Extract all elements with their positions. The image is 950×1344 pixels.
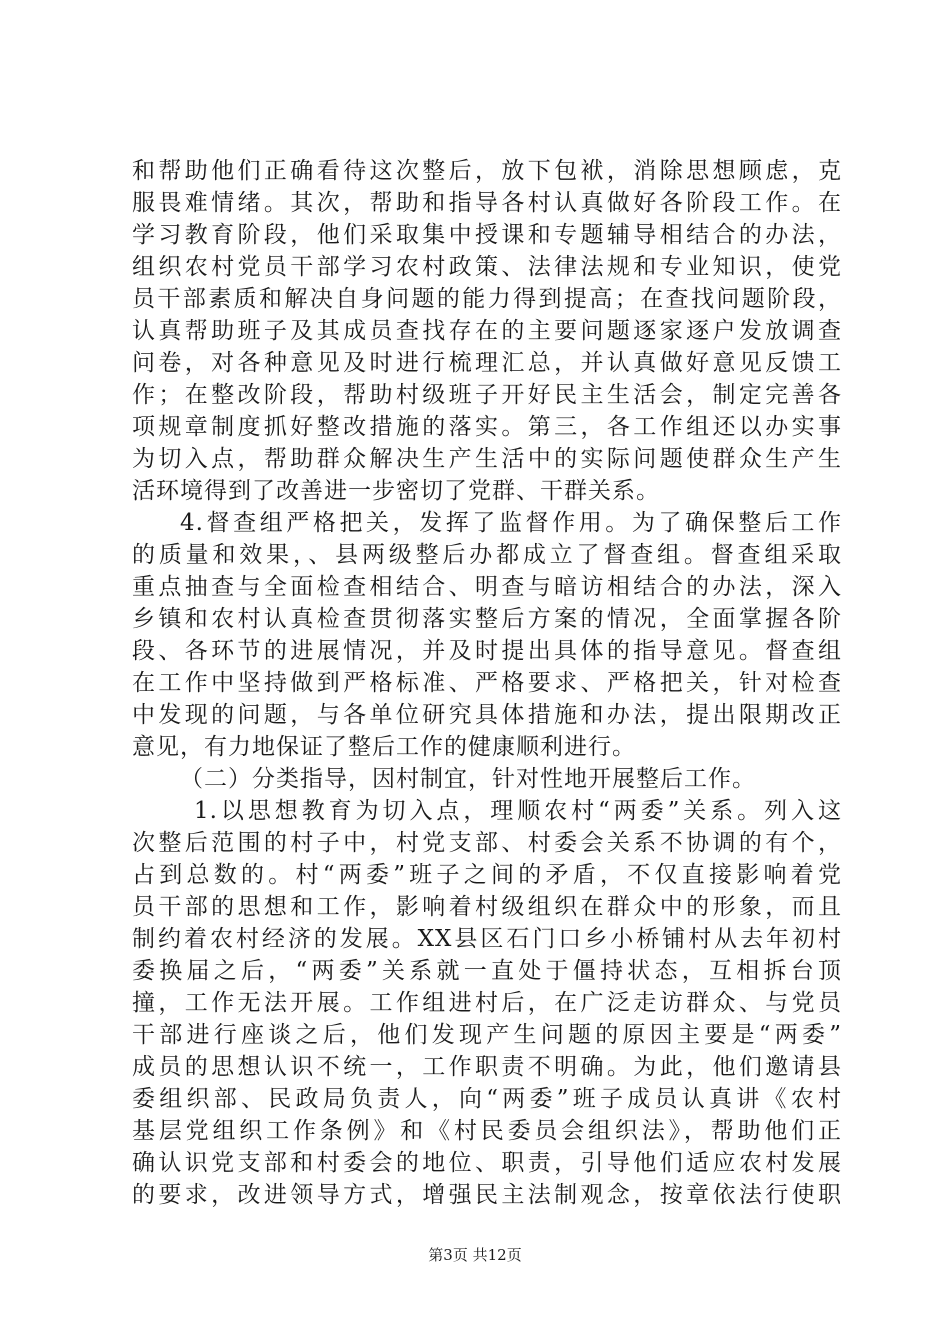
- text-line: 确认识党支部和村委会的地位、职责，引导他们适应农村发展: [132, 1150, 842, 1176]
- text-line: 服畏难情绪。其次，帮助和指导各村认真做好各阶段工作。在: [132, 190, 842, 216]
- paragraph-start-line: 1.以思想教育为切入点，理顺农村“两委”关系。列入这: [194, 798, 842, 824]
- text-line: 干部进行座谈之后，他们发现产生问题的原因主要是“两委”: [132, 1022, 842, 1048]
- text-line: 占到总数的。村“两委”班子之间的矛盾，不仅直接影响着党: [132, 862, 842, 888]
- text-line: 和帮助他们正确看待这次整后，放下包袱，消除思想顾虑，克: [132, 158, 842, 184]
- section-heading: （二）分类指导，因村制宜，针对性地开展整后工作。: [180, 766, 756, 792]
- text-line: 撞，工作无法开展。工作组进村后，在广泛走访群众、与党员: [132, 990, 842, 1016]
- text-line: 基层党组织工作条例》和《村民委员会组织法》，帮助他们正: [132, 1118, 842, 1144]
- text-line: 乡镇和农村认真检查贯彻落实整后方案的情况，全面掌握各阶: [132, 606, 842, 632]
- text-line: 作；在整改阶段，帮助村级班子开好民主生活会，制定完善各: [132, 382, 842, 408]
- text-line: 中发现的问题，与各单位研究具体措施和办法，提出限期改正: [132, 702, 842, 728]
- text-line: 问卷，对各种意见及时进行梳理汇总，并认真做好意见反馈工: [132, 350, 842, 376]
- text-line: 委换届之后，“两委”关系就一直处于僵持状态，互相拆台顶: [132, 958, 842, 984]
- text-line: 员干部的思想和工作，影响着村级组织在群众中的形象，而且: [132, 894, 842, 920]
- text-line: 认真帮助班子及其成员查找存在的主要问题逐家逐户发放调查: [132, 318, 842, 344]
- text-line: 次整后范围的村子中，村党支部、村委会关系不协调的有个，: [132, 830, 842, 856]
- text-line: 项规章制度抓好整改措施的落实。第三，各工作组还以办实事: [132, 414, 842, 440]
- text-line: 意见，有力地保证了整后工作的健康顺利进行。: [132, 734, 636, 760]
- page-footer: 第3页 共12页: [428, 1246, 522, 1264]
- text-line: 段、各环节的进展情况，并及时提出具体的指导意见。督查组: [132, 638, 842, 664]
- text-line: 员干部素质和解决自身问题的能力得到提高；在查找问题阶段，: [132, 286, 842, 312]
- text-line: 在工作中坚持做到严格标准、严格要求、严格把关，针对检查: [132, 670, 842, 696]
- text-line: 活环境得到了改善进一步密切了党群、干群关系。: [132, 478, 660, 504]
- text-line: 为切入点，帮助群众解决生产生活中的实际问题使群众生产生: [132, 446, 842, 472]
- text-line: 的要求，改进领导方式，增强民主法制观念，按章依法行使职: [132, 1182, 842, 1208]
- paragraph-start-line: 4.督查组严格把关，发挥了监督作用。为了确保整后工作: [180, 510, 842, 536]
- text-line: 组织农村党员干部学习农村政策、法律法规和专业知识，使党: [132, 254, 842, 280]
- text-line: 成员的思想认识不统一，工作职责不明确。为此，他们邀请县: [132, 1054, 842, 1080]
- text-line: 重点抽查与全面检查相结合、明查与暗访相结合的办法，深入: [132, 574, 842, 600]
- text-line: 学习教育阶段，他们采取集中授课和专题辅导相结合的办法，: [132, 222, 842, 248]
- body-text: [132, 155, 842, 1211]
- text-line: 委组织部、民政局负责人，向“两委”班子成员认真讲《农村: [132, 1086, 842, 1112]
- text-line: 的质量和效果，、县两级整后办都成立了督查组。督查组采取: [132, 542, 842, 568]
- text-line: 制约着农村经济的发展。XX县区石门口乡小桥铺村从去年初村: [132, 926, 842, 952]
